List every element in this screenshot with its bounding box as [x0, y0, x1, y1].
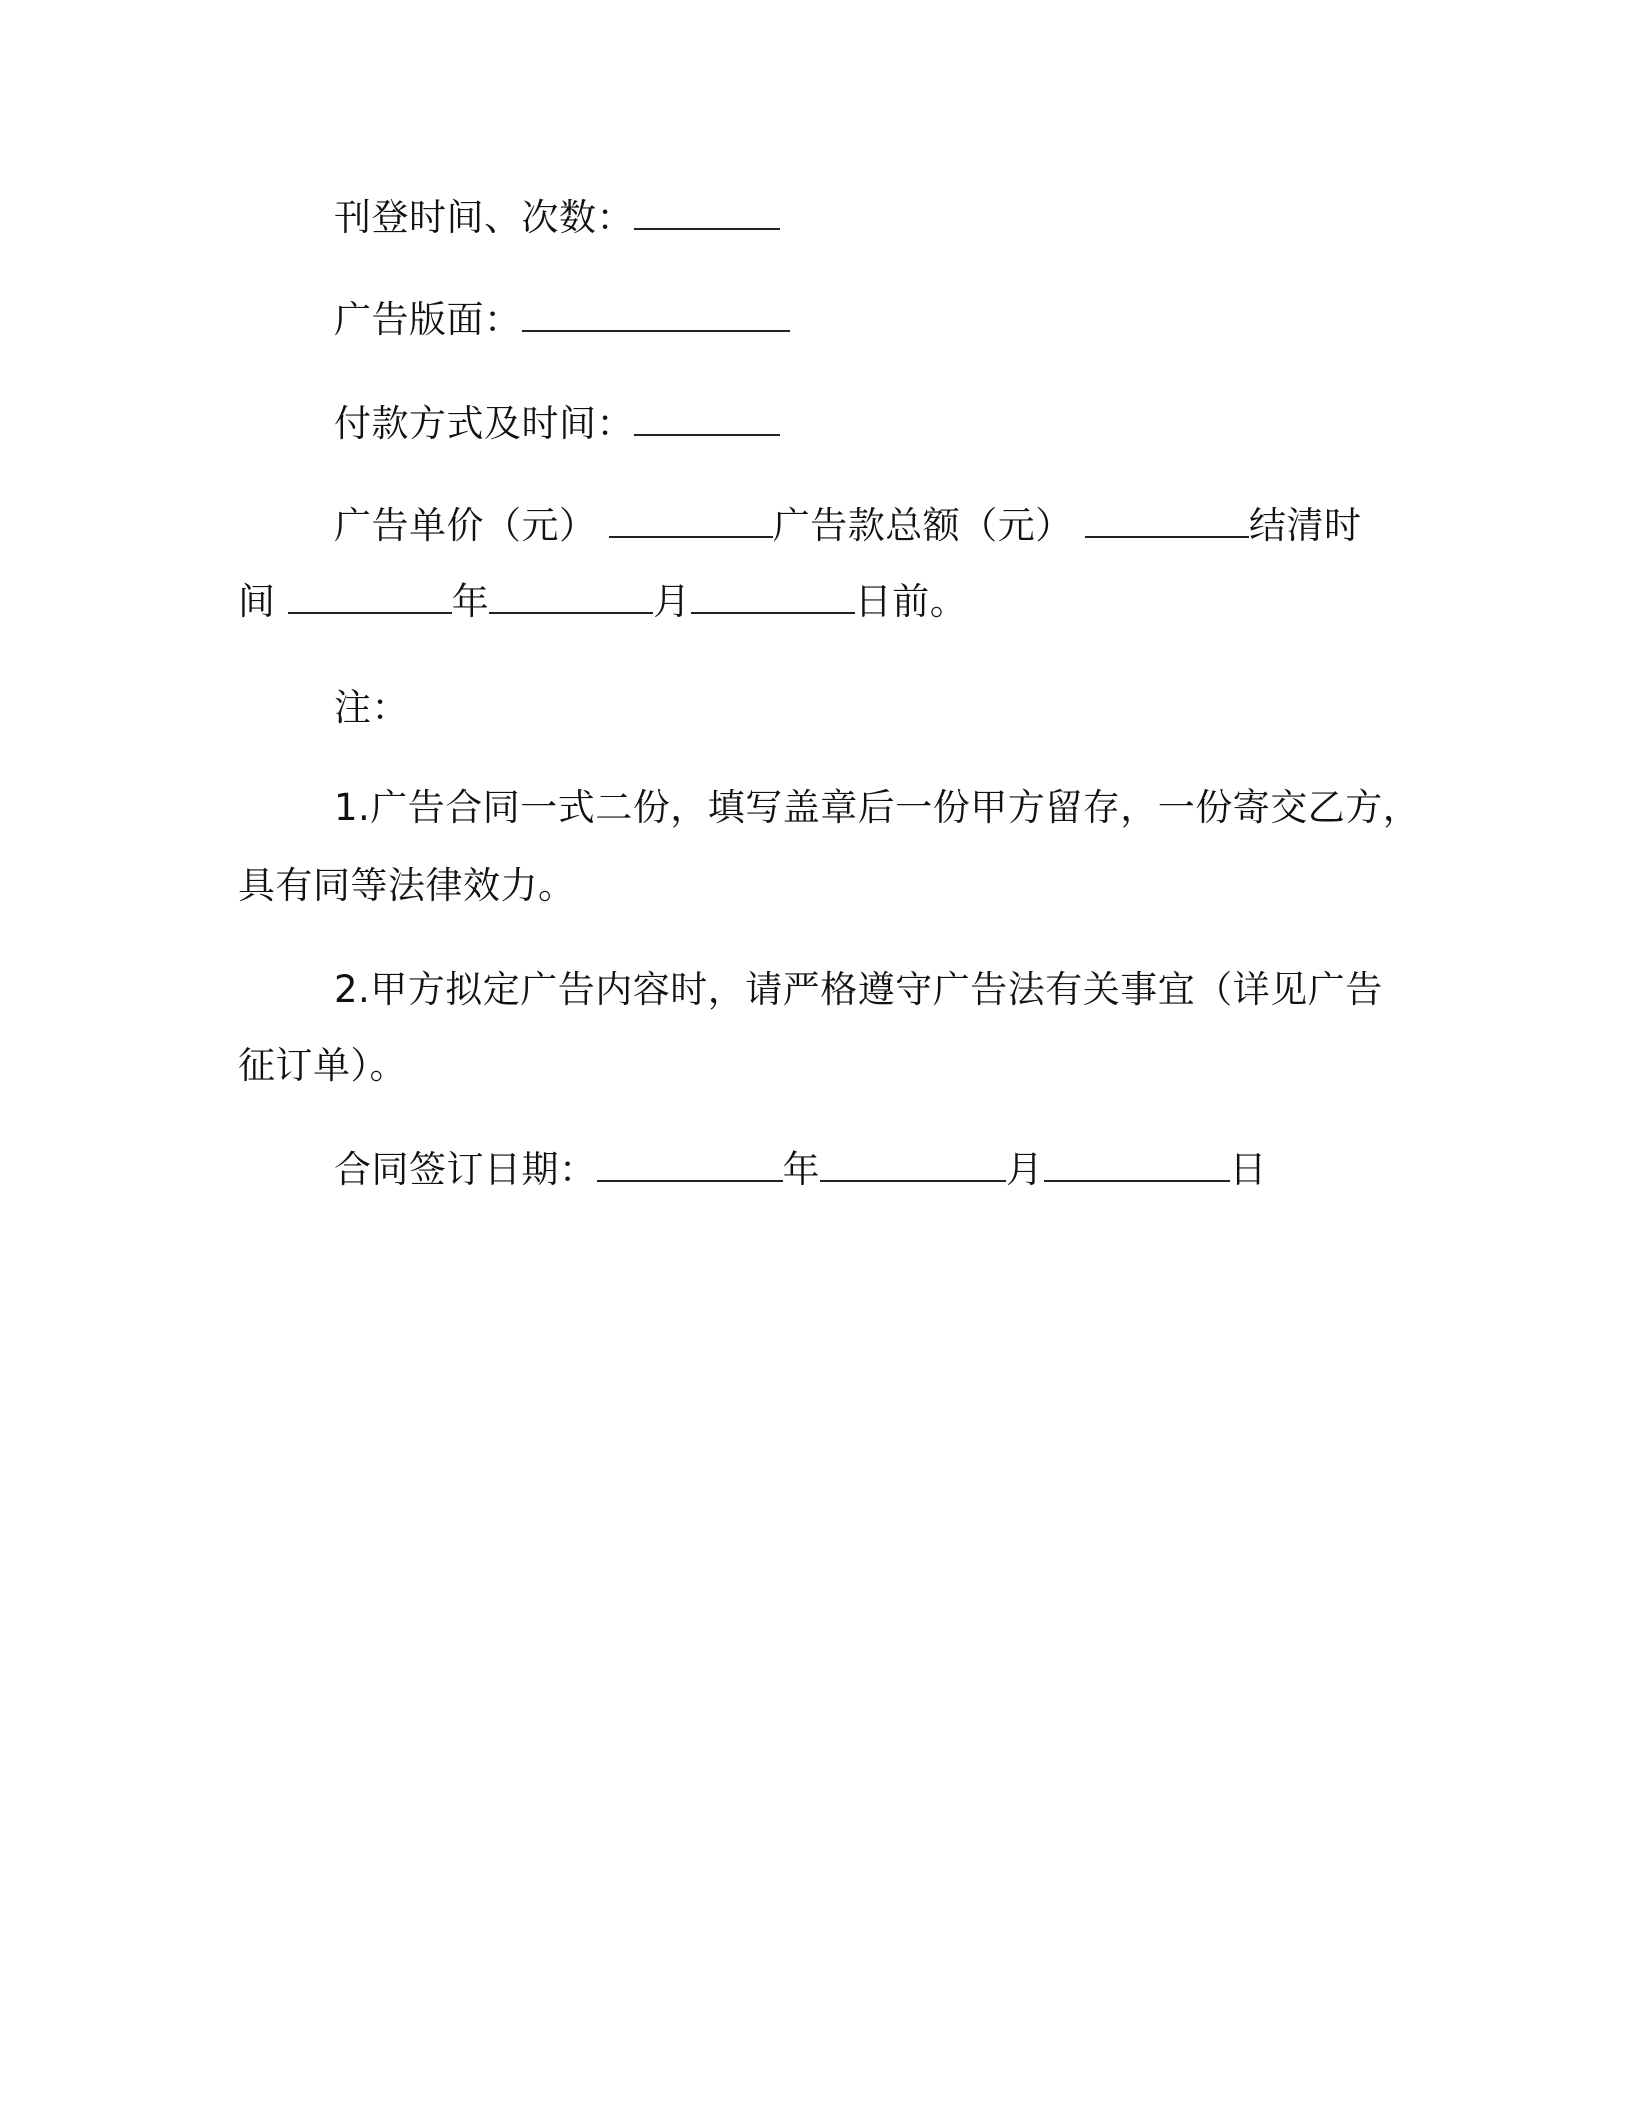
- note1-text-a: 1.广告合同一式二份，填写盖章后一份甲方留存，一份寄交乙方，: [334, 786, 1421, 829]
- sign-year-label: 年: [782, 1148, 820, 1191]
- payment-label: 付款方式及时间：: [334, 402, 634, 445]
- sign-day-blank[interactable]: [1044, 1150, 1230, 1182]
- publish-time-label: 刊登时间、次数：: [334, 196, 634, 239]
- publish-time-blank[interactable]: [634, 198, 780, 230]
- total-amount-blank[interactable]: [1085, 506, 1249, 538]
- note-label: 注：: [334, 686, 409, 729]
- note2-text-a: 2.甲方拟定广告内容时，请严格遵守广告法有关事宜（详见广告: [334, 968, 1383, 1011]
- settle-month-label: 月: [653, 580, 691, 623]
- sign-date-line: [334, 1148, 1267, 1192]
- publish-time-line: [334, 196, 780, 240]
- note2-line-a: [334, 968, 1383, 1012]
- ad-layout-line: [334, 298, 790, 342]
- note1-text-b: 具有同等法律效力。: [238, 864, 576, 907]
- settle-month-blank[interactable]: [489, 582, 653, 614]
- note2-text-b: 征订单）。: [238, 1044, 407, 1087]
- price-line: [334, 504, 1362, 548]
- note1-line-a: [334, 786, 1420, 830]
- payment-line: [334, 402, 780, 446]
- unit-price-label: 广告单价（元）: [334, 504, 597, 547]
- settle-date-line: [238, 580, 967, 624]
- note-heading: [334, 686, 409, 730]
- sign-day-label: 日: [1229, 1148, 1267, 1191]
- settle-day-label: 日前。: [854, 580, 968, 623]
- sign-date-label: 合同签订日期：: [334, 1148, 597, 1191]
- sign-month-blank[interactable]: [820, 1150, 1006, 1182]
- settle-cont: 间: [238, 580, 276, 623]
- note2-line-b: [238, 1044, 407, 1088]
- settle-day-blank[interactable]: [691, 582, 855, 614]
- sign-year-blank[interactable]: [597, 1150, 783, 1182]
- ad-layout-blank[interactable]: [522, 300, 790, 332]
- note1-line-b: [238, 864, 576, 908]
- ad-layout-label: 广告版面：: [334, 298, 522, 341]
- unit-price-blank[interactable]: [609, 506, 773, 538]
- total-amount-label: 广告款总额（元）: [772, 504, 1073, 547]
- payment-blank[interactable]: [634, 404, 780, 436]
- settle-year-blank[interactable]: [288, 582, 452, 614]
- settle-year-label: 年: [451, 580, 490, 623]
- settle-prefix: 结清时: [1249, 504, 1362, 547]
- sign-month-label: 月: [1006, 1148, 1044, 1191]
